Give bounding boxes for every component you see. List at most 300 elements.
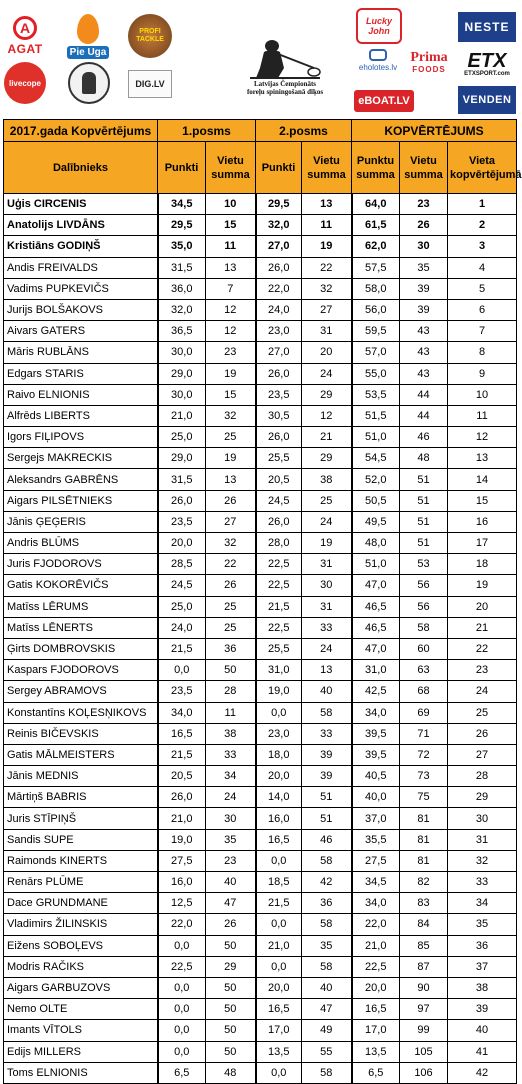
- overall-header: KOPVĒRTĒJUMS: [352, 120, 517, 142]
- points-1: 28,5: [158, 554, 206, 575]
- table-row: [4, 1062, 517, 1083]
- results-body: [4, 194, 517, 1084]
- results-table: [3, 119, 522, 1084]
- etx-logo: ETX ETXSPORT.com: [464, 50, 510, 77]
- place-sum-total: 58: [400, 617, 448, 638]
- points-2: 0,0: [256, 1062, 302, 1083]
- points-total: 64,0: [352, 194, 400, 215]
- place-sum-total: 69: [400, 702, 448, 723]
- figure-icon: [82, 72, 96, 94]
- points-2: 28,0: [256, 533, 302, 554]
- place-sum-1: 32: [206, 533, 256, 554]
- place-sum-2: 11: [302, 215, 352, 236]
- points-2: 26,0: [256, 427, 302, 448]
- points-total: 55,0: [352, 363, 400, 384]
- table-row: [4, 617, 517, 638]
- points-2: 29,5: [256, 194, 302, 215]
- place-sum-total: 51: [400, 490, 448, 511]
- place-sum-total: 81: [400, 808, 448, 829]
- points-1: 25,0: [158, 427, 206, 448]
- col-place-sum-total: Vietu summa: [400, 142, 448, 194]
- place-sum-2: 13: [302, 660, 352, 681]
- points-2: 0,0: [256, 914, 302, 935]
- prima-foods-logo: Prima FOODS: [410, 49, 448, 74]
- points-total: 58,0: [352, 278, 400, 299]
- points-1: 0,0: [158, 660, 206, 681]
- place-sum-1: 48: [206, 1062, 256, 1083]
- overall-place: 42: [448, 1062, 517, 1083]
- points-total: 40,5: [352, 766, 400, 787]
- place-sum-1: 32: [206, 405, 256, 426]
- points-total: 61,5: [352, 215, 400, 236]
- points-total: 62,0: [352, 236, 400, 257]
- eholotes-logo: eholotes.lv: [352, 46, 404, 74]
- points-2: 31,0: [256, 660, 302, 681]
- points-1: 31,5: [158, 257, 206, 278]
- points-total: 57,5: [352, 257, 400, 278]
- stage2-header: 2.posms: [256, 120, 352, 142]
- place-sum-2: 35: [302, 935, 352, 956]
- participant-name: Konstantīns KOĻESŅIKOVS: [4, 702, 158, 723]
- points-2: 26,0: [256, 257, 302, 278]
- place-sum-2: 58: [302, 914, 352, 935]
- place-sum-2: 38: [302, 469, 352, 490]
- points-total: 46,5: [352, 617, 400, 638]
- table-row: [4, 427, 517, 448]
- overall-place: 25: [448, 702, 517, 723]
- place-sum-2: 58: [302, 702, 352, 723]
- table-row: [4, 1020, 517, 1041]
- place-sum-total: 44: [400, 405, 448, 426]
- overall-place: 32: [448, 850, 517, 871]
- place-sum-1: 26: [206, 490, 256, 511]
- overall-place: 16: [448, 511, 517, 532]
- table-row: [4, 872, 517, 893]
- overall-place: 12: [448, 427, 517, 448]
- participant-name: Andris BLŪMS: [4, 533, 158, 554]
- overall-place: 15: [448, 490, 517, 511]
- place-sum-1: 10: [206, 194, 256, 215]
- table-row: [4, 660, 517, 681]
- place-sum-total: 51: [400, 533, 448, 554]
- place-sum-2: 32: [302, 278, 352, 299]
- place-sum-1: 22: [206, 554, 256, 575]
- table-row: [4, 448, 517, 469]
- place-sum-total: 83: [400, 893, 448, 914]
- place-sum-total: 44: [400, 384, 448, 405]
- points-2: 30,5: [256, 405, 302, 426]
- place-sum-1: 50: [206, 999, 256, 1020]
- points-2: 0,0: [256, 850, 302, 871]
- participant-name: Vladimirs ŽILINSKIS: [4, 914, 158, 935]
- points-total: 40,0: [352, 787, 400, 808]
- points-2: 16,5: [256, 829, 302, 850]
- place-sum-2: 25: [302, 490, 352, 511]
- place-sum-total: 46: [400, 427, 448, 448]
- sponsor-logos: [0, 0, 520, 118]
- place-sum-2: 29: [302, 448, 352, 469]
- participant-name: Toms ELNIONIS: [4, 1062, 158, 1083]
- points-1: 0,0: [158, 1020, 206, 1041]
- points-1: 12,5: [158, 893, 206, 914]
- place-sum-1: 7: [206, 278, 256, 299]
- points-2: 17,0: [256, 1020, 302, 1041]
- points-1: 34,0: [158, 702, 206, 723]
- table-row: [4, 384, 517, 405]
- place-sum-1: 35: [206, 829, 256, 850]
- overall-place: 34: [448, 893, 517, 914]
- points-1: 30,0: [158, 342, 206, 363]
- place-sum-1: 50: [206, 1041, 256, 1062]
- points-2: 24,0: [256, 299, 302, 320]
- place-sum-total: 71: [400, 723, 448, 744]
- place-sum-total: 63: [400, 660, 448, 681]
- place-sum-1: 12: [206, 299, 256, 320]
- participant-name: Sandis SUPE: [4, 829, 158, 850]
- place-sum-total: 35: [400, 257, 448, 278]
- table-row: [4, 787, 517, 808]
- place-sum-1: 25: [206, 427, 256, 448]
- overall-place: 40: [448, 1020, 517, 1041]
- place-sum-total: 30: [400, 236, 448, 257]
- place-sum-total: 82: [400, 872, 448, 893]
- place-sum-2: 24: [302, 511, 352, 532]
- col-overall-place: Vieta kopvērtējumā: [448, 142, 517, 194]
- points-2: 21,5: [256, 596, 302, 617]
- place-sum-1: 28: [206, 681, 256, 702]
- points-2: 26,0: [256, 363, 302, 384]
- points-1: 21,5: [158, 744, 206, 765]
- place-sum-1: 27: [206, 511, 256, 532]
- place-sum-total: 43: [400, 342, 448, 363]
- place-sum-total: 99: [400, 1020, 448, 1041]
- place-sum-total: 23: [400, 194, 448, 215]
- place-sum-1: 26: [206, 575, 256, 596]
- overall-place: 22: [448, 638, 517, 659]
- participant-name: Raivo ELNIONIS: [4, 384, 158, 405]
- points-2: 25,5: [256, 448, 302, 469]
- place-sum-total: 51: [400, 511, 448, 532]
- points-1: 26,0: [158, 490, 206, 511]
- table-row: [4, 533, 517, 554]
- points-1: 0,0: [158, 999, 206, 1020]
- overall-place: 38: [448, 977, 517, 998]
- place-sum-2: 31: [302, 596, 352, 617]
- points-1: 0,0: [158, 977, 206, 998]
- points-total: 34,0: [352, 893, 400, 914]
- place-sum-total: 81: [400, 850, 448, 871]
- place-sum-2: 58: [302, 850, 352, 871]
- points-1: 24,0: [158, 617, 206, 638]
- place-sum-2: 58: [302, 1062, 352, 1083]
- participant-name: Uģis CIRCENIS: [4, 194, 158, 215]
- points-2: 16,5: [256, 999, 302, 1020]
- points-1: 20,0: [158, 533, 206, 554]
- overall-place: 24: [448, 681, 517, 702]
- points-total: 17,0: [352, 1020, 400, 1041]
- overall-place: 18: [448, 554, 517, 575]
- table-row: [4, 638, 517, 659]
- place-sum-1: 36: [206, 638, 256, 659]
- place-sum-2: 20: [302, 342, 352, 363]
- points-1: 29,0: [158, 448, 206, 469]
- place-sum-2: 21: [302, 427, 352, 448]
- participant-name: Eižens SOBOĻEVS: [4, 935, 158, 956]
- participant-name: Edgars STARIS: [4, 363, 158, 384]
- table-row: [4, 215, 517, 236]
- points-2: 20,5: [256, 469, 302, 490]
- place-sum-2: 33: [302, 723, 352, 744]
- points-1: 20,5: [158, 766, 206, 787]
- points-total: 22,5: [352, 956, 400, 977]
- points-total: 47,0: [352, 638, 400, 659]
- overall-place: 19: [448, 575, 517, 596]
- place-sum-2: 49: [302, 1020, 352, 1041]
- fisherman-icon: [248, 34, 322, 80]
- place-sum-1: 24: [206, 787, 256, 808]
- table-row: [4, 405, 517, 426]
- points-total: 22,0: [352, 914, 400, 935]
- points-2: 27,0: [256, 342, 302, 363]
- col-participant: Dalībnieks: [4, 142, 158, 194]
- place-sum-1: 25: [206, 617, 256, 638]
- livecope-logo: livecope: [4, 62, 46, 104]
- table-row: [4, 723, 517, 744]
- participant-name: Juris STĪPIŅŠ: [4, 808, 158, 829]
- participant-name: Alfrēds LIBERTS: [4, 405, 158, 426]
- table-group-header: [4, 120, 517, 142]
- points-total: 42,5: [352, 681, 400, 702]
- overall-place: 41: [448, 1041, 517, 1062]
- overall-place: 11: [448, 405, 517, 426]
- table-row: [4, 681, 517, 702]
- place-sum-1: 23: [206, 342, 256, 363]
- place-sum-total: 53: [400, 554, 448, 575]
- table-row: [4, 321, 517, 342]
- points-1: 22,5: [158, 956, 206, 977]
- stage1-header: 1.posms: [158, 120, 256, 142]
- place-sum-1: 34: [206, 766, 256, 787]
- table-row: [4, 194, 517, 215]
- table-row: [4, 575, 517, 596]
- place-sum-1: 19: [206, 448, 256, 469]
- points-2: 0,0: [256, 702, 302, 723]
- points-1: 24,5: [158, 575, 206, 596]
- place-sum-2: 47: [302, 999, 352, 1020]
- points-2: 13,5: [256, 1041, 302, 1062]
- participant-name: Aigars GARBUZOVS: [4, 977, 158, 998]
- overall-place: 6: [448, 299, 517, 320]
- overall-place: 26: [448, 723, 517, 744]
- table-title: 2017.gada Kopvērtējums: [4, 120, 158, 142]
- participant-name: Raimonds KINERTS: [4, 850, 158, 871]
- place-sum-2: 55: [302, 1041, 352, 1062]
- place-sum-total: 81: [400, 829, 448, 850]
- place-sum-1: 47: [206, 893, 256, 914]
- points-total: 51,5: [352, 405, 400, 426]
- place-sum-1: 29: [206, 956, 256, 977]
- points-total: 51,0: [352, 554, 400, 575]
- place-sum-1: 25: [206, 596, 256, 617]
- place-sum-1: 15: [206, 384, 256, 405]
- overall-place: 39: [448, 999, 517, 1020]
- place-sum-total: 72: [400, 744, 448, 765]
- points-2: 22,5: [256, 617, 302, 638]
- overall-place: 37: [448, 956, 517, 977]
- overall-place: 35: [448, 914, 517, 935]
- points-1: 31,5: [158, 469, 206, 490]
- place-sum-2: 30: [302, 575, 352, 596]
- overall-place: 23: [448, 660, 517, 681]
- place-sum-2: 24: [302, 363, 352, 384]
- points-total: 39,5: [352, 723, 400, 744]
- place-sum-1: 50: [206, 935, 256, 956]
- place-sum-1: 30: [206, 808, 256, 829]
- championship-logo: Latvijas Čempionāts foreļu spiningošanā dīķos: [232, 34, 338, 118]
- points-2: 16,0: [256, 808, 302, 829]
- points-total: 20,0: [352, 977, 400, 998]
- place-sum-total: 60: [400, 638, 448, 659]
- points-total: 37,0: [352, 808, 400, 829]
- points-1: 23,5: [158, 681, 206, 702]
- participant-name: Imants VĪTOLS: [4, 1020, 158, 1041]
- place-sum-total: 85: [400, 935, 448, 956]
- table-row: [4, 999, 517, 1020]
- overall-place: 17: [448, 533, 517, 554]
- points-total: 51,0: [352, 427, 400, 448]
- participant-name: Aleksandrs GABRĒNS: [4, 469, 158, 490]
- place-sum-total: 105: [400, 1041, 448, 1062]
- place-sum-1: 13: [206, 257, 256, 278]
- place-sum-2: 33: [302, 617, 352, 638]
- participant-name: Matīss LĒNERTS: [4, 617, 158, 638]
- drop-icon: [77, 14, 99, 44]
- place-sum-2: 19: [302, 236, 352, 257]
- lucky-john-logo: Lucky John: [356, 8, 402, 44]
- place-sum-total: 56: [400, 596, 448, 617]
- points-2: 32,0: [256, 215, 302, 236]
- points-2: 23,0: [256, 723, 302, 744]
- table-row: [4, 257, 517, 278]
- overall-place: 2: [448, 215, 517, 236]
- table-row: [4, 956, 517, 977]
- place-sum-total: 43: [400, 363, 448, 384]
- overall-place: 27: [448, 744, 517, 765]
- points-2: 18,5: [256, 872, 302, 893]
- overall-place: 20: [448, 596, 517, 617]
- place-sum-1: 50: [206, 660, 256, 681]
- points-2: 14,0: [256, 787, 302, 808]
- points-1: 21,0: [158, 808, 206, 829]
- participant-name: Jānis ĢEĢERIS: [4, 511, 158, 532]
- points-total: 31,0: [352, 660, 400, 681]
- place-sum-2: 12: [302, 405, 352, 426]
- table-row: [4, 554, 517, 575]
- participant-name: Mārtiņš BABRIS: [4, 787, 158, 808]
- points-2: 19,0: [256, 681, 302, 702]
- place-sum-1: 15: [206, 215, 256, 236]
- table-row: [4, 808, 517, 829]
- overall-place: 21: [448, 617, 517, 638]
- place-sum-2: 22: [302, 257, 352, 278]
- place-sum-1: 38: [206, 723, 256, 744]
- table-row: [4, 363, 517, 384]
- place-sum-2: 40: [302, 977, 352, 998]
- table-row: [4, 914, 517, 935]
- points-total: 46,5: [352, 596, 400, 617]
- points-total: 52,0: [352, 469, 400, 490]
- participant-name: Nemo OLTE: [4, 999, 158, 1020]
- table-row: [4, 299, 517, 320]
- overall-place: 14: [448, 469, 517, 490]
- place-sum-2: 36: [302, 893, 352, 914]
- points-total: 47,0: [352, 575, 400, 596]
- participant-name: Aigars PILSĒTNIEKS: [4, 490, 158, 511]
- table-row: [4, 1041, 517, 1062]
- participant-name: Matīss LĒRUMS: [4, 596, 158, 617]
- participant-name: Vadims PUPKEVIČS: [4, 278, 158, 299]
- place-sum-total: 87: [400, 956, 448, 977]
- points-total: 50,5: [352, 490, 400, 511]
- table-row: [4, 744, 517, 765]
- points-1: 21,5: [158, 638, 206, 659]
- points-1: 22,0: [158, 914, 206, 935]
- place-sum-2: 58: [302, 956, 352, 977]
- col-place-sum-1: Vietu summa: [206, 142, 256, 194]
- place-sum-1: 26: [206, 914, 256, 935]
- participant-name: Jānis MEDNIS: [4, 766, 158, 787]
- place-sum-2: 42: [302, 872, 352, 893]
- place-sum-2: 39: [302, 766, 352, 787]
- participant-name: Sergejs MAKRECKIS: [4, 448, 158, 469]
- points-1: 36,0: [158, 278, 206, 299]
- points-1: 32,0: [158, 299, 206, 320]
- place-sum-total: 48: [400, 448, 448, 469]
- place-sum-2: 27: [302, 299, 352, 320]
- points-2: 21,5: [256, 893, 302, 914]
- dig-lv-logo: DIG.LV: [128, 70, 172, 98]
- col-points-total: Punktu summa: [352, 142, 400, 194]
- table-row: [4, 935, 517, 956]
- place-sum-1: 50: [206, 977, 256, 998]
- points-total: 34,0: [352, 702, 400, 723]
- place-sum-total: 39: [400, 278, 448, 299]
- table-row: [4, 850, 517, 871]
- points-total: 49,5: [352, 511, 400, 532]
- place-sum-total: 73: [400, 766, 448, 787]
- overall-place: 1: [448, 194, 517, 215]
- overall-place: 33: [448, 872, 517, 893]
- points-total: 35,5: [352, 829, 400, 850]
- col-points-2: Punkti: [256, 142, 302, 194]
- points-total: 39,5: [352, 744, 400, 765]
- points-total: 57,0: [352, 342, 400, 363]
- overall-place: 8: [448, 342, 517, 363]
- points-total: 16,5: [352, 999, 400, 1020]
- points-1: 27,5: [158, 850, 206, 871]
- points-2: 21,0: [256, 935, 302, 956]
- table-row: [4, 596, 517, 617]
- points-2: 20,0: [256, 766, 302, 787]
- pie-uga-logo: Pie Uga: [64, 10, 112, 62]
- points-total: 54,5: [352, 448, 400, 469]
- points-1: 35,0: [158, 236, 206, 257]
- participant-name: Jurijs BOLŠAKOVS: [4, 299, 158, 320]
- participant-name: Andis FREIVALDS: [4, 257, 158, 278]
- participant-name: Juris FJODOROVS: [4, 554, 158, 575]
- table-row: [4, 766, 517, 787]
- points-1: 36,5: [158, 321, 206, 342]
